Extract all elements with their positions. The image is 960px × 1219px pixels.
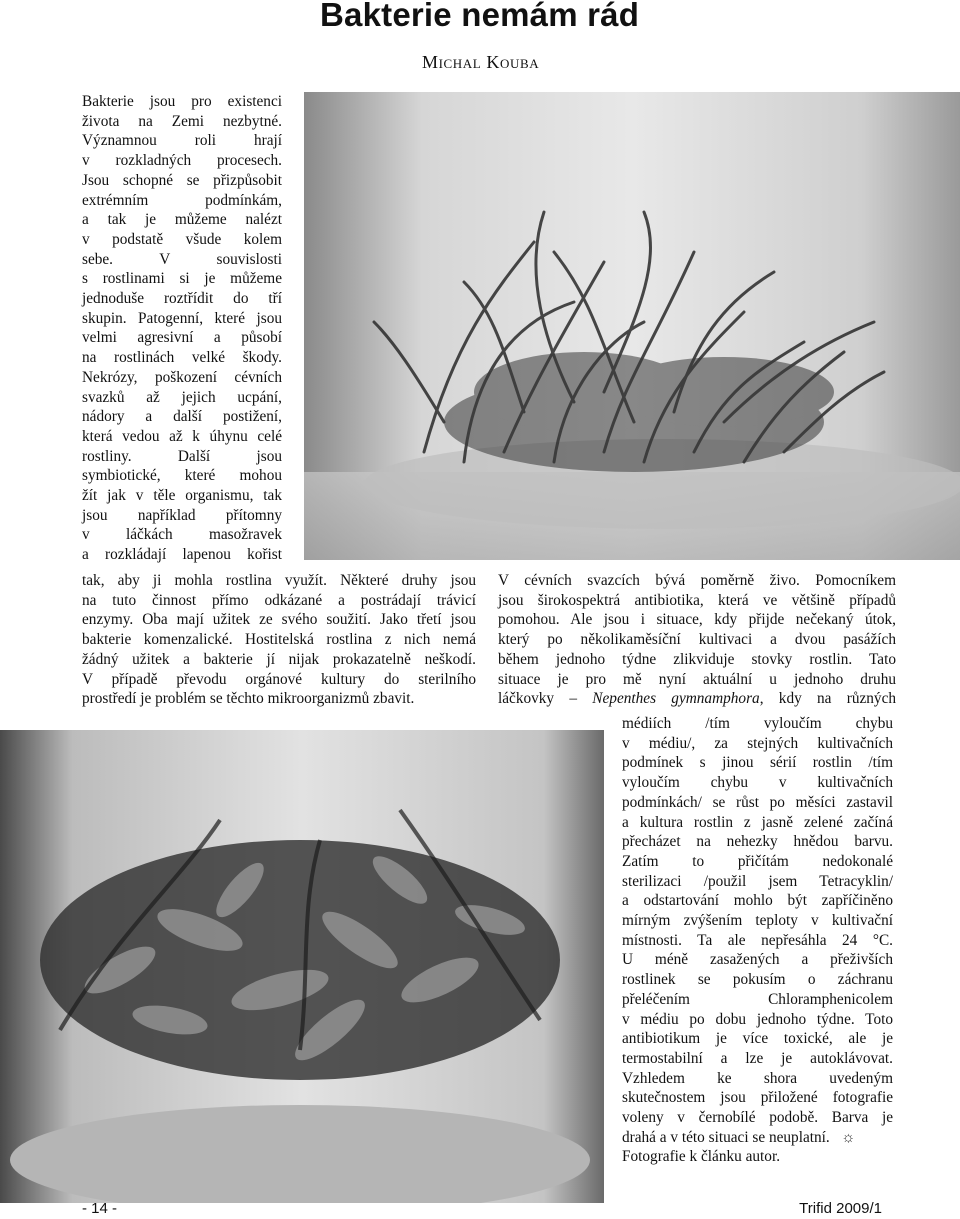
text-line: podmínek s jinou sérií rostlin /tím xyxy=(622,754,893,772)
text-line: a tak je můžeme nalézt xyxy=(82,211,282,229)
text-line: přeléčením Chloramphenicolem xyxy=(622,990,893,1008)
text-line: na rostlinách velké škody. xyxy=(82,349,282,367)
text-line: Vzhledem ke shora uvedeným xyxy=(622,1069,893,1087)
body-text-column-2a xyxy=(498,571,896,709)
text-line: v podstatě všude kolem xyxy=(82,230,282,248)
text-line: bakterie komenzalické. Hostitelská rostlina z nich nemá xyxy=(82,631,476,649)
text-line: Významnou roli hrají xyxy=(82,132,282,150)
text-line: v rozkladných procesech. xyxy=(82,152,282,170)
text-line: sterilizaci /použil jsem Tetracyklin/ xyxy=(622,872,893,890)
text-fragment: láčkovky – xyxy=(498,690,593,708)
text-line: U méně zasažených a přeživších xyxy=(622,951,893,969)
text-line: mírným zvýšením teploty v kultivační xyxy=(622,912,893,930)
page-number: - 14 - xyxy=(82,1200,118,1217)
text-line: Zatím to přičítám nedokonalé xyxy=(622,852,893,870)
text-line: který po několikaměsíční kultivaci a dvou pasážích xyxy=(498,631,896,649)
text-fragment: , kdy na různých xyxy=(759,690,897,708)
text-line: v láčkách masožravek xyxy=(82,526,282,544)
text-line: podmínkách/ se růst po měsíci zastavil xyxy=(622,793,893,811)
species-name: Nepenthes gymnamphora xyxy=(592,690,760,708)
text-line: Bakterie jsou pro existenci xyxy=(82,93,282,110)
text-line: a odstartování mohlo být zapříčiněno xyxy=(622,892,893,910)
text-line: místnosti. Ta ale nepřesáhla 24 °C. xyxy=(622,931,893,949)
text-line: svazků až jejich ucpání, xyxy=(82,388,282,406)
text-line: s rostlinami si je můžeme xyxy=(82,270,282,288)
article-title: Bakterie nemám rád xyxy=(320,0,640,33)
text-line: rostlinek se pokusím o záchranu xyxy=(622,971,893,989)
sun-icon: ☼ xyxy=(841,1128,856,1146)
author-name: Michal Kouba xyxy=(422,52,540,72)
text-line: v médiu/, za stejných kultivačních xyxy=(622,734,893,752)
text-line: médiích /tím vyloučím chybu xyxy=(622,715,893,732)
text-line: života na Zemi nezbytné. xyxy=(82,112,282,130)
text-line: žádný užitek a bakterie jí nijak prokazatelně neškodí. xyxy=(82,650,476,668)
body-text-column-1a xyxy=(82,92,282,565)
text-line: přecházet na nehezky hnědou barvu. xyxy=(622,833,893,851)
text-line: V případě převodu orgánové kultury do sterilního xyxy=(82,670,476,688)
text-line: tak, aby ji mohla rostlina využít. Některé druhy jsou xyxy=(82,572,476,589)
text-line: která vedou až k úhynu celé xyxy=(82,427,282,445)
text-line: pomohou. Ale jsou i situace, kdy přijde nečekaný útok, xyxy=(498,611,896,629)
text-line: situace je pro mě nyní aktuální u jednoho druhu xyxy=(498,670,896,688)
text-line: prostředí je problém se těchto mikroorganizmů zbavit. xyxy=(82,690,415,708)
text-line: Nekrózy, poškození cévních xyxy=(82,368,282,386)
text-line: skupin. Patogenní, které jsou xyxy=(82,309,282,327)
text-line: voleny v černobílé podobě. Barva je xyxy=(622,1109,893,1127)
text-line: na tuto činnost přímo odkázané a postrádají trávicí xyxy=(82,591,476,609)
text-line: jsou například přítomny xyxy=(82,506,282,524)
text-fragment: drahá a v této situaci se neuplatní. xyxy=(622,1128,830,1146)
plant-culture-jar-photo-2 xyxy=(0,730,604,1203)
text-line: sebe. V souvislosti xyxy=(82,250,282,268)
text-line: během jednoho týdne zlikviduje stovky rostlin. Tato xyxy=(498,650,896,668)
text-line: žít jak v těle organismu, tak xyxy=(82,487,282,505)
text-line: jednoduše roztřídit do tří xyxy=(82,290,282,308)
text-line xyxy=(498,689,896,709)
text-line: nádory a další postižení, xyxy=(82,408,282,426)
text-line: a rozkládají lapenou kořist xyxy=(82,546,282,564)
text-line: symbiotické, které mohou xyxy=(82,467,282,485)
text-line: rostliny. Další jsou xyxy=(82,447,282,465)
text-line: termostabilní a lze je autoklávovat. xyxy=(622,1049,893,1067)
body-text-column-2b xyxy=(622,714,893,1167)
text-line xyxy=(622,1128,893,1148)
text-line: a kultura rostlin z jasně zelené začíná xyxy=(622,813,893,831)
text-line: jsou širokospektrá antibiotika, která ve většině případů xyxy=(498,591,896,609)
plant-culture-jar-photo xyxy=(304,92,960,560)
text-line: V cévních svazcích bývá poměrně živo. Pomocníkem xyxy=(498,572,896,589)
text-line: Jsou schopné se přizpůsobit xyxy=(82,171,282,189)
text-line: enzymy. Oba mají užitek ze svého soužití. Jako třetí jsou xyxy=(82,611,476,629)
text-line: vyloučím chybu v kultivačních xyxy=(622,774,893,792)
text-line: skutečnostem jsou přiložené fotografie xyxy=(622,1089,893,1107)
text-line: velmi agresivní a působí xyxy=(82,329,282,347)
body-text-column-1b xyxy=(82,571,476,709)
issue-label: Trifid 2009/1 xyxy=(799,1200,882,1217)
text-line: antibiotikum je více toxické, ale je xyxy=(622,1030,893,1048)
text-line: v médiu po dobu jednoho týdne. Toto xyxy=(622,1010,893,1028)
photo-credit: Fotografie k článku autor. xyxy=(622,1148,781,1166)
text-line: extrémním podmínkám, xyxy=(82,191,282,209)
